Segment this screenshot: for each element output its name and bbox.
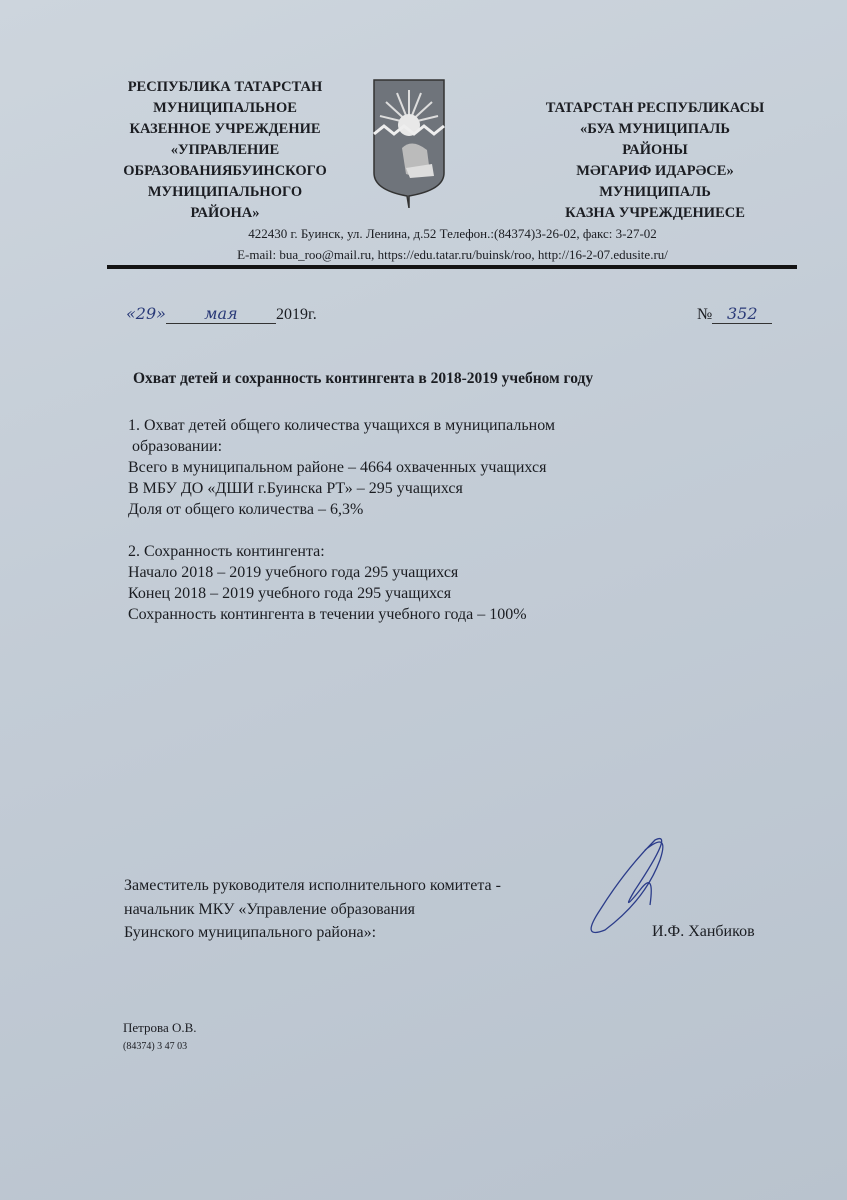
header-line: КАЗНА УЧРЕЖДЕНИЕСЕ bbox=[565, 205, 745, 221]
header-line: МӘГАРИФ ИДАРӘСЕ» bbox=[576, 163, 734, 179]
body-line: В МБУ ДО «ДШИ г.Буинска РТ» – 295 учащихся bbox=[128, 480, 463, 497]
header-line: ОБРАЗОВАНИЯБУИНСКОГО bbox=[123, 163, 327, 179]
header-line: РЕСПУБЛИКА ТАТАРСТАН bbox=[127, 79, 323, 95]
body-line bbox=[128, 520, 555, 541]
header-right bbox=[520, 98, 790, 224]
header-line: МУНИЦИПАЛЬНОГО bbox=[147, 184, 303, 200]
signatory-name: И.Ф. Ханбиков bbox=[652, 923, 755, 940]
body-line: Всего в муниципальном районе – 4664 охваченных учащихся bbox=[128, 459, 547, 476]
signature-line: Заместитель руководителя исполнительного комитета - bbox=[124, 877, 501, 894]
document-body bbox=[128, 415, 555, 625]
header-line: РАЙОНЫ bbox=[622, 142, 688, 158]
signature-block bbox=[124, 874, 501, 945]
body-line: Конец 2018 – 2019 учебного года 295 учащихся bbox=[128, 585, 452, 602]
header-line: КАЗЕННОЕ УЧРЕЖДЕНИЕ bbox=[129, 121, 321, 137]
document-number bbox=[697, 304, 772, 324]
executor-phone: (84374) 3 47 03 bbox=[123, 1041, 188, 1052]
number-value: 352 bbox=[712, 304, 772, 324]
number-label: № bbox=[697, 306, 713, 323]
contacts: E-mail: bua_roo@mail.ru, https://edu.tatar.ru/buinsk/roo, http://16-2-07.edusite.ru/ bbox=[237, 247, 668, 262]
header-line: РАЙОНА» bbox=[190, 205, 260, 221]
document-title: Охват детей и сохранность контингента в 2018-2019 учебном году bbox=[133, 370, 594, 387]
date-day: «29» bbox=[126, 304, 166, 323]
executor-name: Петрова О.В. bbox=[123, 1020, 197, 1035]
body-line: 1. Охват детей общего количества учащихся в муниципальном bbox=[128, 417, 556, 434]
signature-line: Буинского муниципального района»: bbox=[124, 924, 377, 941]
date-month: мая bbox=[166, 304, 276, 324]
address: 422430 г. Буинск, ул. Ленина, д.52 Телефон.:(84374)3-26-02, факс: 3-27-02 bbox=[248, 226, 657, 241]
date-year: 2019г. bbox=[275, 306, 317, 323]
header-line: ТАТАРСТАН РЕСПУБЛИКАСЫ bbox=[545, 100, 765, 116]
header-line: МУНИЦИПАЛЬНОЕ bbox=[153, 100, 297, 116]
header-line: «УПРАВЛЕНИЕ bbox=[170, 142, 280, 158]
body-line: Начало 2018 – 2019 учебного года 295 учащихся bbox=[128, 564, 459, 581]
body-line: образовании: bbox=[128, 438, 223, 455]
body-line: Сохранность контингента в течении учебного года – 100% bbox=[128, 606, 527, 623]
coat-of-arms-emblem bbox=[372, 78, 446, 208]
header-line: МУНИЦИПАЛЬ bbox=[599, 184, 711, 200]
body-line: Доля от общего количества – 6,3% bbox=[128, 501, 364, 518]
header-divider bbox=[107, 265, 797, 269]
header-line: «БУА МУНИЦИПАЛЬ bbox=[580, 121, 730, 137]
date-line bbox=[126, 304, 317, 324]
body-line: 2. Сохранность контингента: bbox=[128, 543, 325, 560]
signature-line: начальник МКУ «Управление образования bbox=[124, 900, 416, 918]
header-left bbox=[100, 77, 350, 224]
